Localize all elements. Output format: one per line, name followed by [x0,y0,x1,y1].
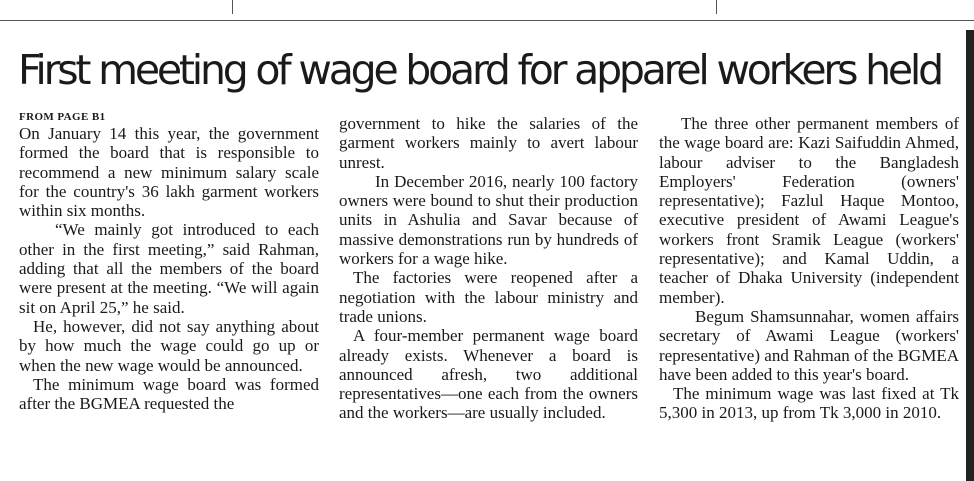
headline: First meeting of wage board for apparel workers held [18,46,941,94]
paragraph: government to hike the salaries of the garment workers mainly to avert labour unrest. [339,114,638,172]
paragraph: In December 2016, nearly 100 factory owners were bound to shut their production units in Ashulia and Savar because of massive demonstrations run by hundreds of workers for a wage hike. [339,171,638,269]
paragraph: “We mainly got introduced to each other in the first meeting,” said Rahman, adding that all the members of the board were present at the meeting. “We will again sit on April 25,” he said. [19,220,319,317]
paragraph: A four-member permanent wage board already exists. Whenever a board is announced afresh, two additional representatives—one each from the owners and the workers—are usually included. [339,326,638,423]
paragraph: The minimum wage board was formed after the BGMEA requested the [19,374,319,414]
column-rule [716,0,717,14]
page-edge-shadow [966,30,974,481]
paragraph: The three other permanent members of the wage board are: Kazi Saifuddin Ahmed, labour adviser to the Bangladesh Employers' Federation (owners' representative); Fazlul Haque Montoo, executive president of Awami League's workers front Sramik League (workers' representative); and Kamal Uddin, a teacher of Dhaka University (independent member). [659,114,959,307]
paragraph: Begum Shamsunnahar, women affairs secretary of Awami League (workers' representative) and Rahman of the BGMEA have been added to this year's board. [659,306,959,384]
paragraph: The minimum wage was last fixed at Tk 5,300 in 2013, up from Tk 3,000 in 2010. [659,384,959,423]
article-column-1 [19,110,319,413]
paragraph: He, however, did not say anything about by how much the wage could go up or when the new wage would be announced. [19,316,319,375]
article-column-3 [659,114,959,423]
article-column-2 [339,114,638,423]
column-rule [232,0,233,14]
paragraph: On January 14 this year, the government formed the board that is responsible to recommend a new minimum salary scale for the country's 36 lakh garment workers within six months. [19,124,319,221]
page-reference-kicker: FROM PAGE B1 [19,111,106,123]
paragraph: The factories were reopened after a negotiation with the labour ministry and trade unions. [339,268,638,326]
previous-article-text-strip [0,0,974,21]
